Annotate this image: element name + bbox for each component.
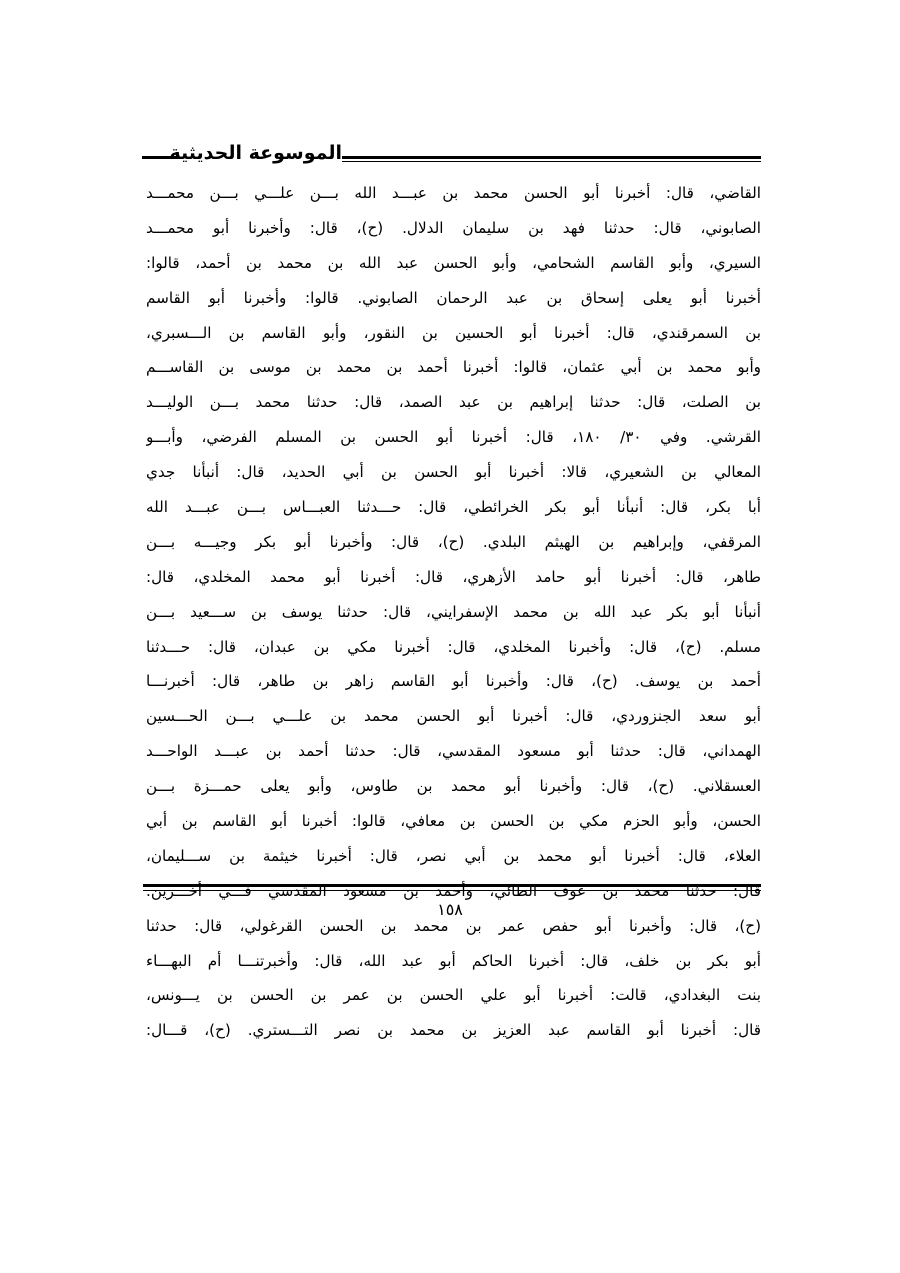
text-line: الصابوني، قال: حدثنا فهد بن سليمان الدلال. (ح)، قال: وأخبرنا أبو محمـــد: [146, 218, 761, 237]
header-title: الموسوعة الحديثية: [169, 142, 342, 164]
text-line: الهمداني، قال: حدثنا أبو مسعود المقدسي، قال: حدثنا أحمد بن عبـــد الواحـــد: [146, 742, 761, 761]
text-line: أبا بكر، قال: أنبأنا أبو بكر الخرائطي، قال: حـــدثنا العبـــاس بـــن عبـــد الله: [146, 498, 761, 517]
text-line: القاضي، قال: أخبرنا أبو الحسن محمد بن عبـــد الله بـــن علـــي بـــن محمـــد: [146, 184, 761, 202]
text-line: السيري، وأبو القاسم الشحامي، وأبو الحسن عبد الله بن محمد بن أحمد، قالوا:: [146, 253, 761, 272]
text-line: العلاء، قال: أخبرنا أبو محمد بن أبي نصر، قال: أخبرنا خيثمة بن ســـليمان،: [146, 846, 761, 865]
text-line: الحسن، وأبو الحزم مكي بن الحسن بن معافي، قالوا: أخبرنا أبو القاسم بن أبي: [146, 812, 761, 831]
text-line: بن الصلت، قال: حدثنا إبراهيم بن عبد الصمد، قال: حدثنا محمد بـــن الوليـــد: [146, 393, 761, 412]
text-line: قال: أخبرنا أبو القاسم عبد العزيز بن محمد بن نصر التـــستري. (ح)، قـــال:: [146, 1021, 761, 1040]
text-line: أحمد بن يوسف. (ح)، قال: وأخبرنا أبو القاسم زاهر بن طاهر، قال: أخبرنـــا: [146, 672, 761, 691]
text-line: بنت البغدادي، قالت: أخبرنا أبو علي الحسن بن عمر بن الحسن بن يـــونس،: [146, 986, 761, 1005]
text-line: العسقلاني. (ح)، قال: وأخبرنا أبو محمد بن طاوس، وأبو يعلى حمـــزة بـــن: [146, 777, 761, 796]
text-line: أنبأنا أبو بكر عبد الله بن محمد الإسفرايني، قال: حدثنا يوسف بن ســـعيد بـــن: [146, 602, 761, 621]
text-line: طاهر، قال: أخبرنا أبو حامد الأزهري، قال: أخبرنا أبو محمد المخلدي، قال:: [146, 567, 761, 586]
text-line: المرقفي، وإبراهيم بن الهيثم البلدي. (ح)، قال: وأخبرنا أبو بكر وجيـــه بـــن: [146, 532, 761, 551]
page-number: ١٥٨: [437, 900, 463, 919]
text-line: أبو بكر بن خلف، قال: أخبرنا الحاكم أبو عبد الله، قال: وأخبرتنـــا أم البهـــاء: [146, 951, 761, 970]
text-line: القرشي. وفي ٣٠/ ١٨٠، قال: أخبرنا أبو الحسن بن المسلم الفرضي، وأبـــو: [146, 428, 761, 447]
text-line: وأبو محمد بن أبي عثمان، قالوا: أخبرنا أحمد بن محمد بن موسى بن القاســـم: [146, 358, 761, 377]
text-line: بن السمرقندي، قال: أخبرنا أبو الحسين بن النقور، وأبو القاسم بن الـــسبري،: [146, 323, 761, 342]
text-line: أبو سعد الجنزوردي، قال: أخبرنا أبو الحسن محمد بن علـــي بـــن الحـــسين: [146, 707, 761, 726]
header-rule-right-thin: [342, 161, 761, 162]
running-header: [142, 140, 761, 174]
text-line: المعالي بن الشعيري، قالا: أخبرنا أبو الحسن بن أبي الحديد، قال: أنبأنا جدي: [146, 463, 761, 482]
footer-rule-thin: [143, 890, 761, 891]
text-line: قال: حدثنا محمد بن عوف الطائي، وأحمد بن مسعود المقدسي فـــي أخـــرين.: [146, 881, 761, 900]
footer-rule-thick: [143, 884, 761, 887]
header-rule-right: [342, 156, 761, 159]
text-line: (ح)، قال: وأخبرنا أبو حفص عمر بن محمد بن الحسن القرغولي، قال: حدثنا: [146, 916, 761, 935]
text-line: أخبرنا أبو يعلى إسحاق بن عبد الرحمان الصابوني. قالوا: وأخبرنا أبو القاسم: [146, 288, 761, 307]
text-line: مسلم. (ح)، قال: وأخبرنا المخلدي، قال: أخبرنا مكي بن عبدان، قال: حـــدثنا: [146, 637, 761, 656]
